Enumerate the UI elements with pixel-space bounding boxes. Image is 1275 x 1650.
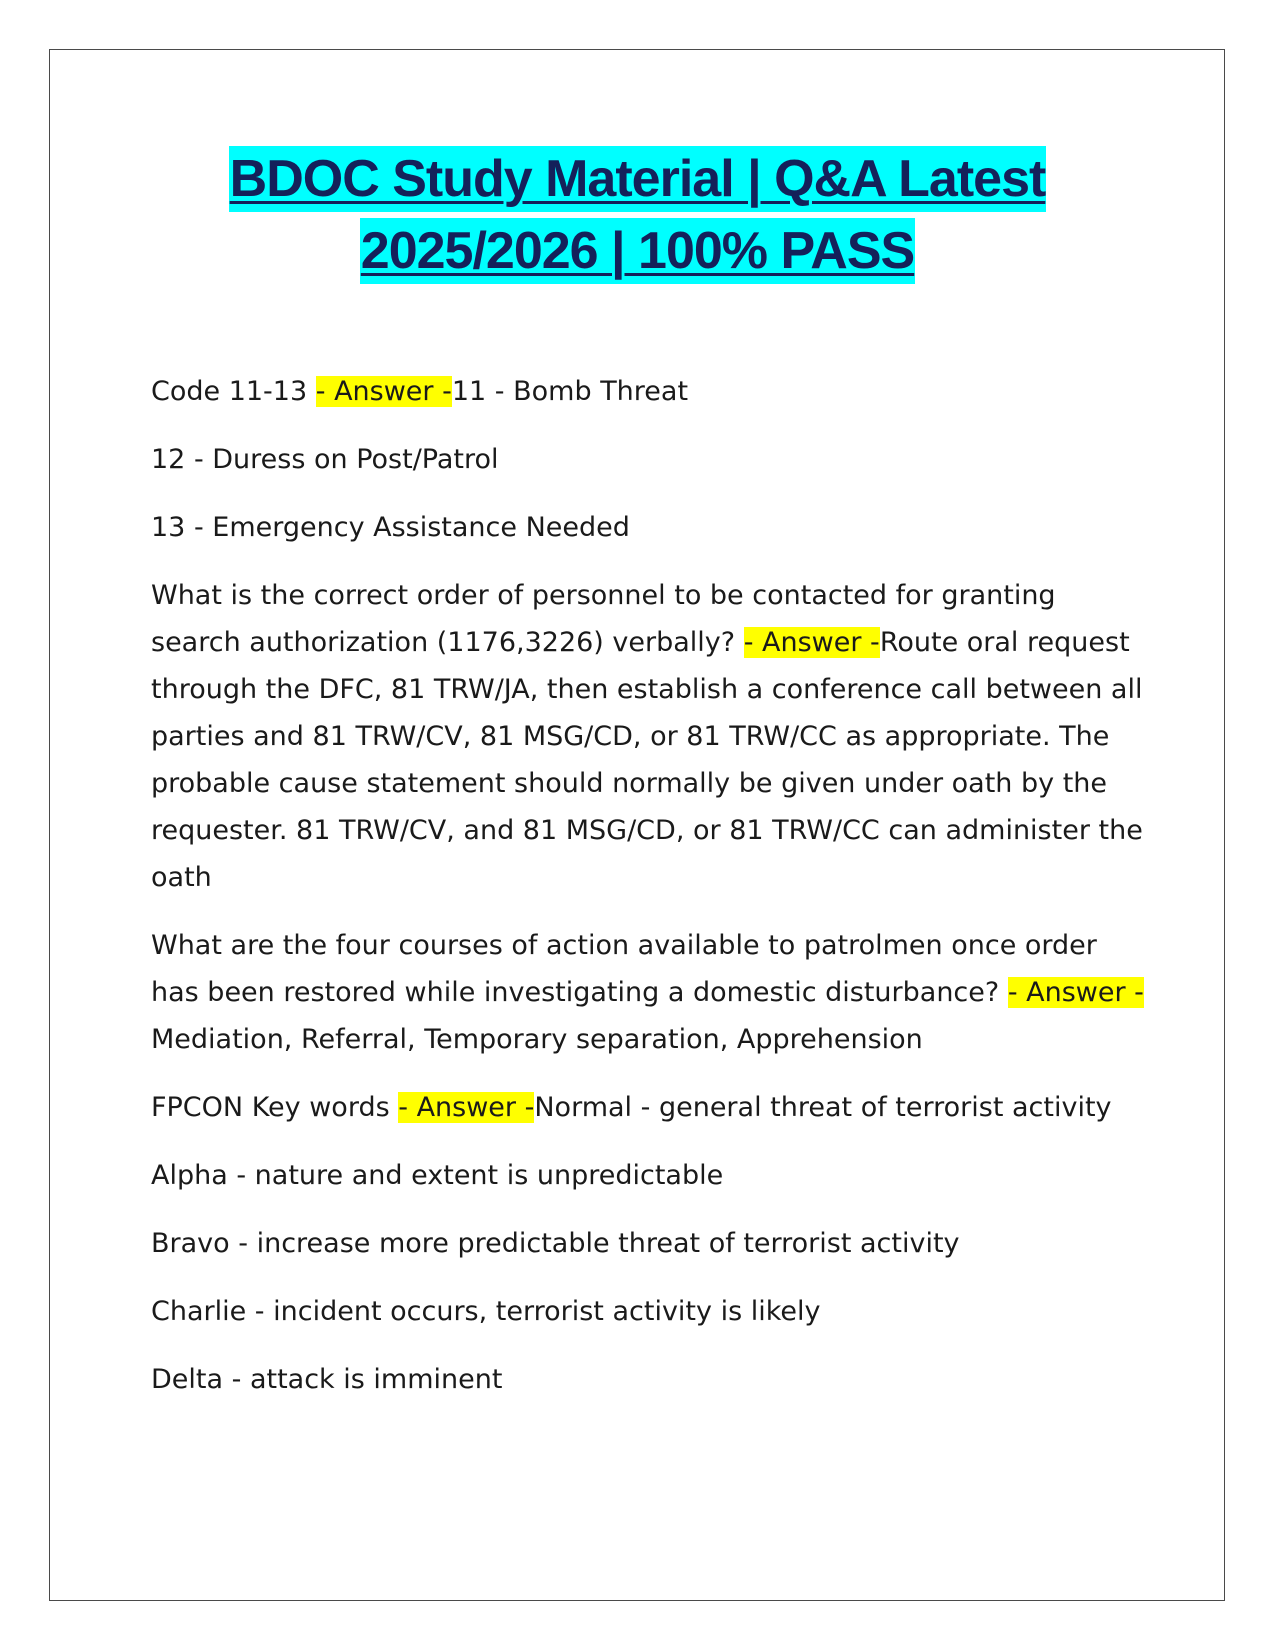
text-line-fpcon-delta: Delta - attack is imminent [151,1364,503,1395]
question-text: FPCON Key words [151,1092,399,1123]
text-line-fpcon-bravo: Bravo - increase more predictable threat of terrorist activity [151,1228,960,1259]
answer-text: Mediation, Referral, Temporary separation, Apprehension [151,1024,923,1055]
answer-text: Route oral request through the DFC, 81 TRW/JA, then establish a conference call between all parties and 81 TRW/CV, 81 MSG/CD, or 81 TRW/CC as appropriate. The probable cause statement should normally be given under oath by the requester. 81 TRW/CV, and 81 MSG/CD, or 81 TRW/CC can administer the oath [151,627,1143,893]
question-text: What are the four courses of action available to patrolmen once order has been restored while investigating a domestic disturbance? [151,930,1097,1008]
question-text: What is the correct order of personnel to be contacted for granting search authorization (1176,3226) verbally? [151,580,1056,658]
qa-item-domestic-disturbance [151,922,1151,1063]
title-line-1: BDOC Study Material | Q&A Latest [229,146,1047,212]
answer-text: 11 - Bomb Threat [451,376,689,407]
qa-content [151,368,1151,1424]
qa-item-search-authorization [151,572,1151,901]
text-line-code-13: 13 - Emergency Assistance Needed [151,512,630,543]
text-line-code-12: 12 - Duress on Post/Patrol [151,444,499,475]
answer-marker: - Answer - [398,1092,535,1123]
answer-marker: - Answer - [743,627,880,658]
title-line-2: 2025/2026 | 100% PASS [360,218,915,284]
text-line-fpcon-alpha: Alpha - nature and extent is unpredictable [151,1160,724,1191]
answer-marker: - Answer - [1007,977,1144,1008]
question-text: Code 11-13 [151,376,316,407]
answer-marker: - Answer - [315,376,452,407]
text-line-fpcon-charlie: Charlie - incident occurs, terrorist activity is likely [151,1296,821,1327]
document-title [60,146,1215,284]
qa-item-fpcon-keywords [151,1084,1151,1131]
answer-text: Normal - general threat of terrorist activity [534,1092,1112,1123]
qa-item-code-11-13 [151,368,1151,415]
